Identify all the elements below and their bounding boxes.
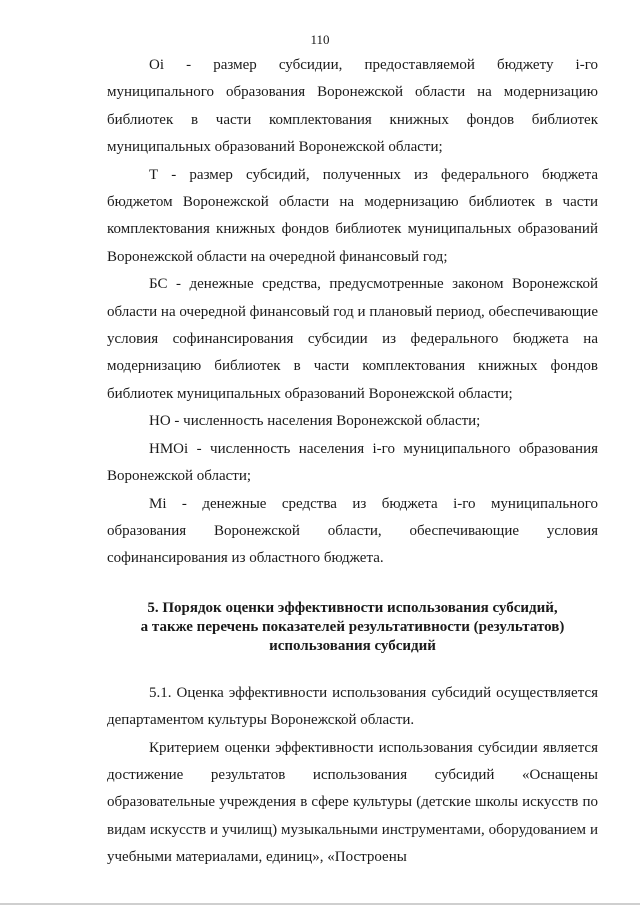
paragraph-bs-definition: БС - денежные средства, предусмотренные законом Воронежской области на очередной финансовый год и плановый период, обеспечивающие условия софинансирования субсидии из федерального бюджета на модернизацию библиотек в части комплектования книжных фондов библиотек муниципальных образований Воронежской области; [107,276,598,402]
paragraph-t-definition: Т - размер субсидий, полученных из федерального бюджета бюджетом Воронежской области на модернизацию библиотек в части комплектования книжных фондов библиотек муниципальных образований Воронежской области на очередной финансовый год; [107,166,598,265]
section-heading [107,599,598,656]
section-heading-line: а также перечень показателей результативности (результатов) [140,618,565,635]
paragraph-oi-definition: Oi - размер субсидии, предоставляемой бюджету i-го муниципального образования Воронежской области на модернизацию библиотек в части комплектования книжных фондов библиотек муниципальных образований Воронежской области; [107,57,598,156]
document-body [107,52,598,872]
paragraph-no-definition: НО - численность населения Воронежской области; [149,413,481,430]
paragraph-efficiency-criterion: Критерием оценки эффективности использования субсидии является достижение результатов использования субсидий «Оснащены образовательные учреждения в сфере культуры (детские школы искусств по видам искусств и училищ) музыкальными инструментами, оборудованием и учебными материалами, единиц», «Построены [107,739,598,866]
paragraph-nmoi-definition: НМОi - численность населения i-го муниципального образования Воронежской области; [107,440,598,485]
section-heading-line: использования субсидий [269,637,436,654]
paragraph-clause-5-1: 5.1. Оценка эффективности использования субсидий осуществляется департаментом культуры Воронежской области. [107,684,598,729]
paragraph-mi-definition: Mi - денежные средства из бюджета i-го муниципального образования Воронежской области, обеспечивающие условия софинансирования из областного бюджета. [107,495,598,567]
section-heading-line: 5. Порядок оценки эффективности использования субсидий, [147,599,558,616]
page-number: 110 [310,32,330,47]
